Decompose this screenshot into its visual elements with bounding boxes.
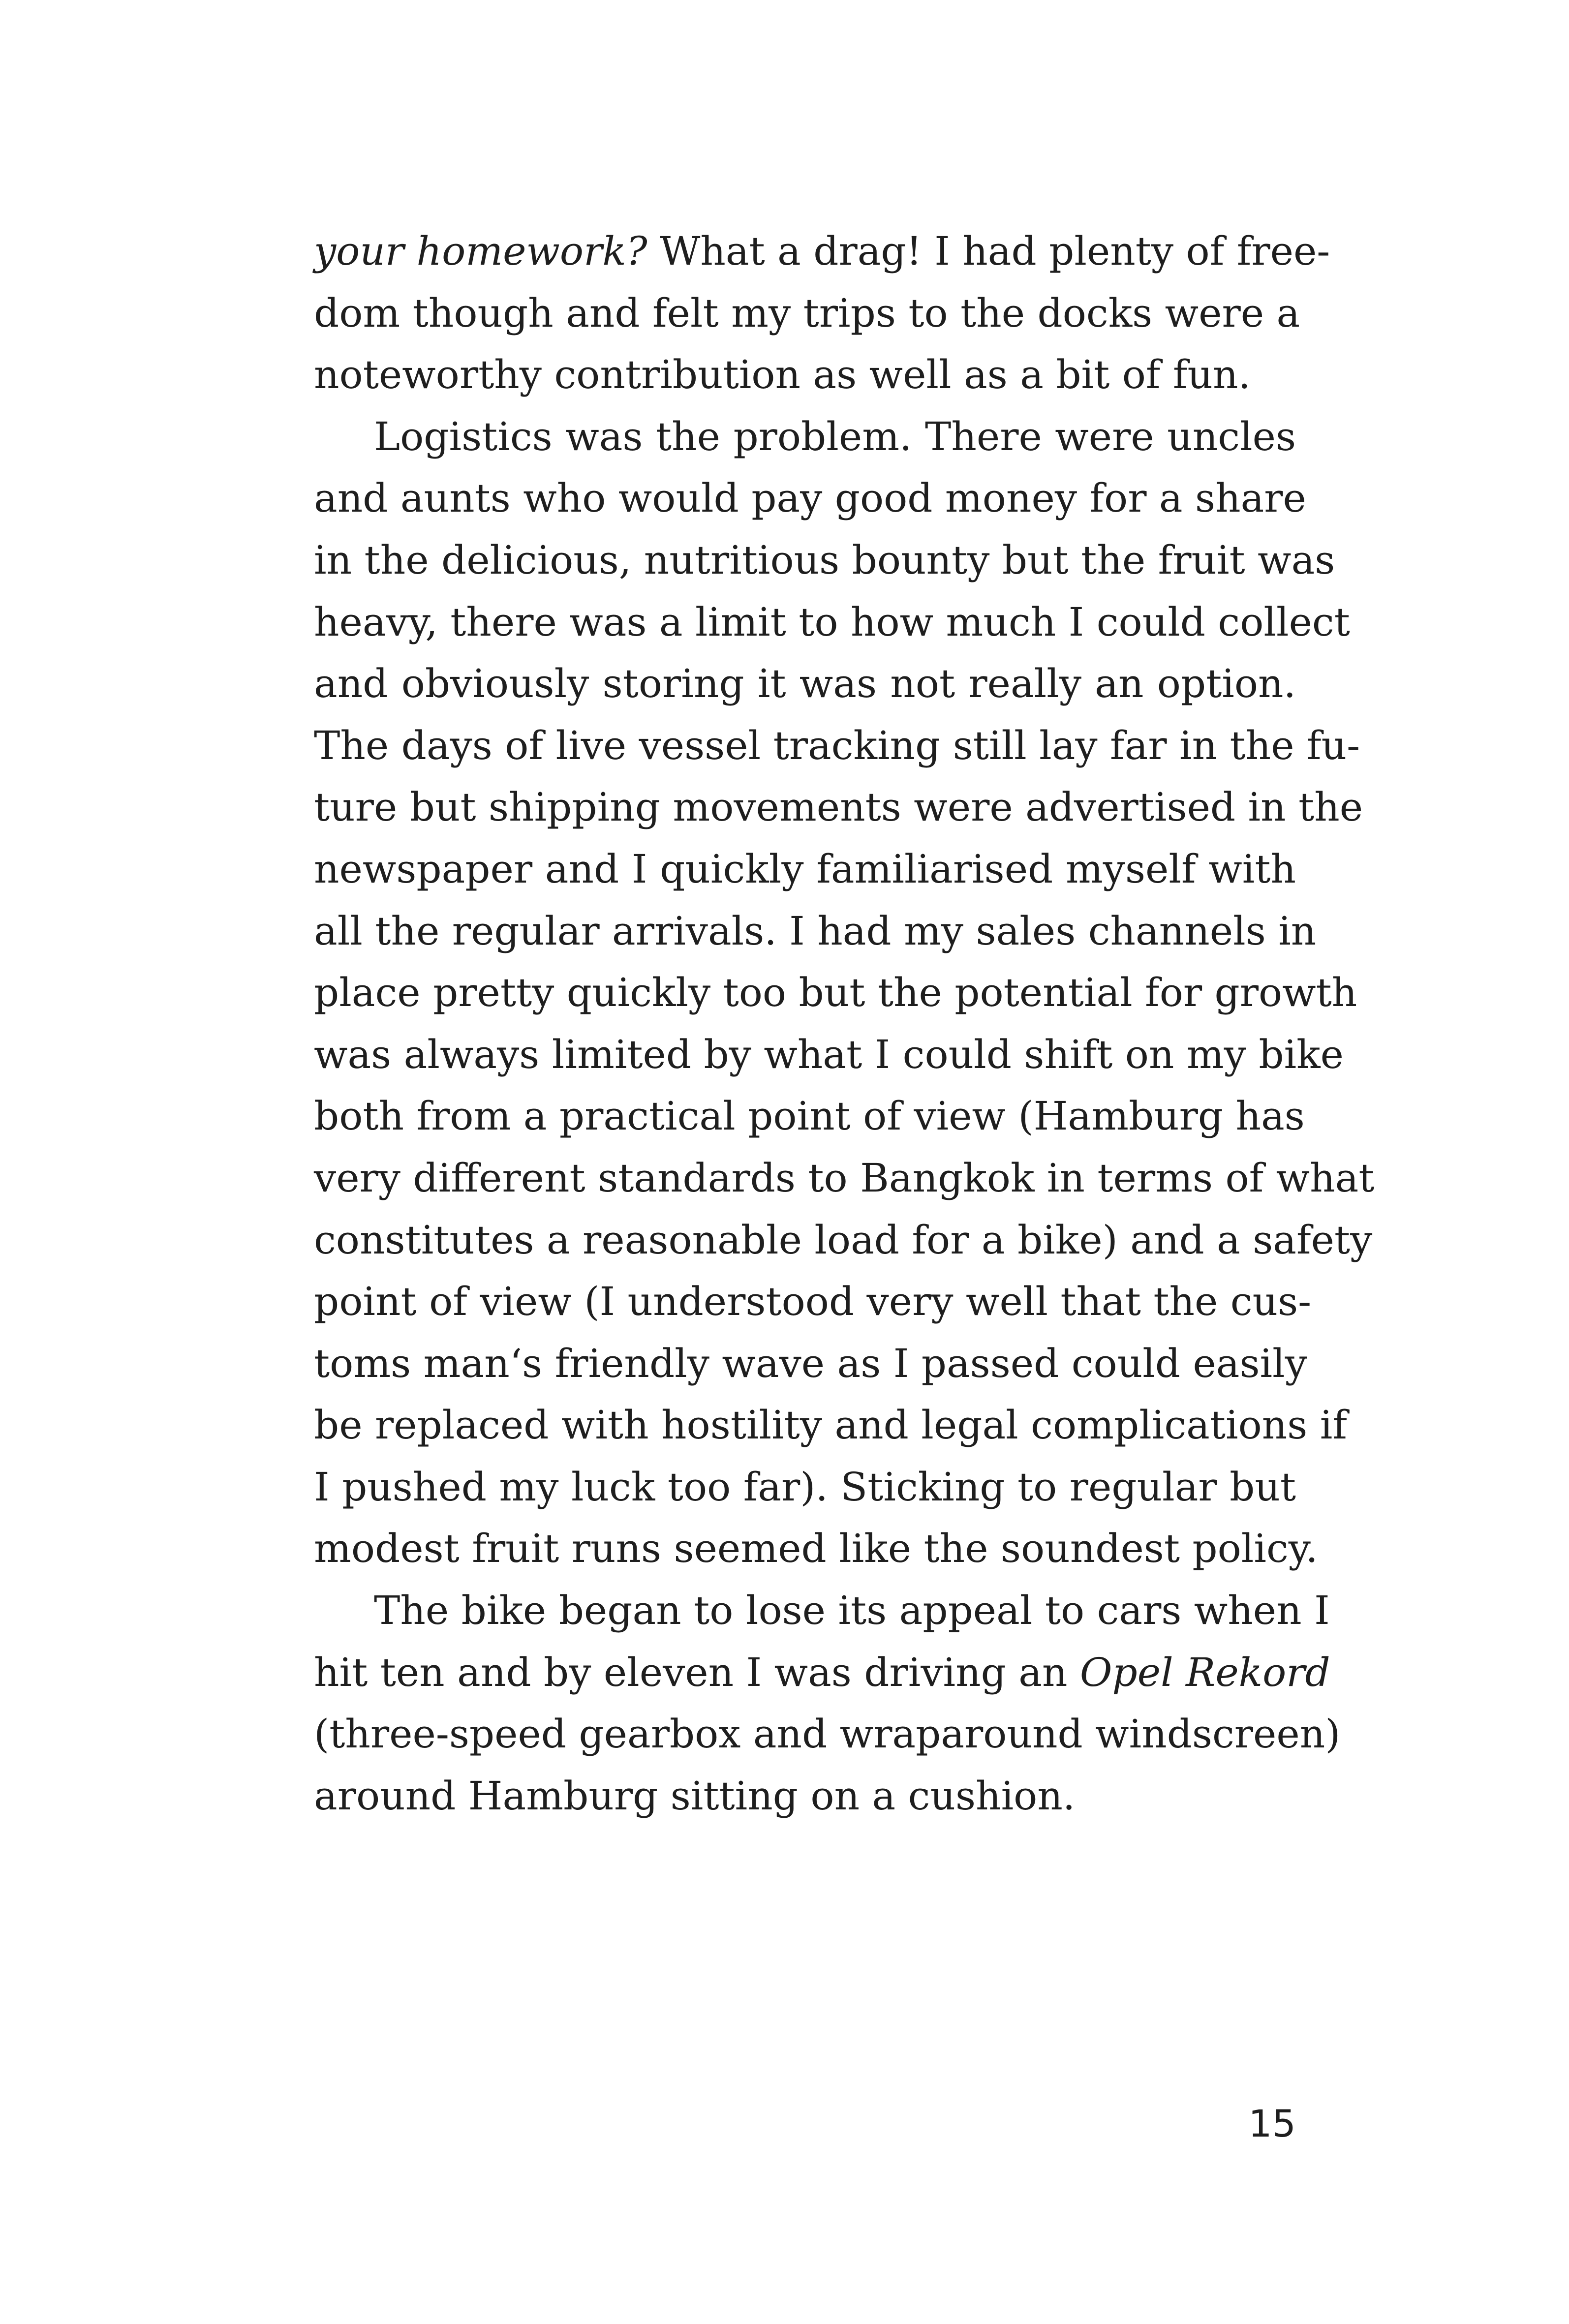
text-line bbox=[314, 962, 1357, 1024]
text-segment: The bike began to lose its appeal to cars when I bbox=[374, 1588, 1330, 1634]
text-line bbox=[314, 715, 1360, 777]
text-line bbox=[314, 1703, 1341, 1765]
italic-text: Opel Rekord bbox=[1079, 1649, 1330, 1695]
text-line bbox=[314, 1209, 1373, 1271]
text-segment: and obviously storing it was not really an option. bbox=[314, 661, 1296, 707]
text-line bbox=[314, 653, 1296, 715]
text-segment: all the regular arrivals. I had my sales channels in bbox=[314, 908, 1317, 954]
text-segment: was always limited by what I could shift on my bike bbox=[314, 1031, 1344, 1077]
text-line bbox=[314, 838, 1296, 900]
page-number: 15 bbox=[1248, 2102, 1296, 2145]
text-segment: I pushed my luck too far). Sticking to regular but bbox=[314, 1464, 1296, 1510]
text-segment: dom though and felt my trips to the docks were a bbox=[314, 290, 1300, 336]
text-segment: noteworthy contribution as well as a bit of fun. bbox=[314, 352, 1251, 398]
body-text bbox=[314, 220, 1375, 1827]
text-line bbox=[314, 220, 1330, 282]
text-line bbox=[314, 1518, 1318, 1580]
text-line bbox=[314, 900, 1317, 962]
text-segment: ture but shipping movements were advertised in the bbox=[314, 784, 1363, 830]
text-segment: very different standards to Bangkok in terms of what bbox=[314, 1155, 1375, 1201]
text-segment: What a drag! I had plenty of free- bbox=[647, 228, 1330, 274]
text-segment: both from a practical point of view (Hamburg has bbox=[314, 1093, 1305, 1139]
text-line bbox=[314, 1765, 1296, 1827]
text-segment: The days of live vessel tracking still lay far in the fu- bbox=[314, 722, 1360, 768]
text-line bbox=[314, 406, 1296, 468]
text-segment: (three-speed gearbox and wraparound windscreen) bbox=[314, 1711, 1341, 1757]
text-line bbox=[314, 1333, 1307, 1395]
text-segment: and aunts who would pay good money for a share bbox=[314, 475, 1306, 521]
text-line bbox=[314, 344, 1296, 406]
text-line bbox=[314, 467, 1306, 529]
text-line bbox=[314, 591, 1350, 653]
text-segment: toms man‘s friendly wave as I passed could easily bbox=[314, 1340, 1307, 1386]
italic-text: your homework? bbox=[314, 228, 647, 274]
text-segment: in the delicious, nutritious bounty but the fruit was bbox=[314, 537, 1335, 583]
text-segment: around Hamburg sitting on a cushion. bbox=[314, 1773, 1076, 1819]
text-segment: modest fruit runs seemed like the soundest policy. bbox=[314, 1526, 1318, 1572]
text-line bbox=[314, 1394, 1347, 1456]
text-line bbox=[314, 282, 1300, 344]
text-segment: hit ten and by eleven I was driving an bbox=[314, 1649, 1080, 1695]
text-line bbox=[314, 1085, 1305, 1147]
text-segment: constitutes a reasonable load for a bike) and a safety bbox=[314, 1217, 1373, 1263]
text-line bbox=[314, 1580, 1330, 1642]
text-segment: be replaced with hostility and legal complications if bbox=[314, 1402, 1347, 1448]
text-segment: Logistics was the problem. There were uncles bbox=[374, 413, 1296, 459]
text-segment: point of view (I understood very well that the cus- bbox=[314, 1279, 1312, 1325]
text-line bbox=[314, 529, 1335, 591]
text-line bbox=[314, 776, 1363, 838]
text-line bbox=[314, 1271, 1312, 1333]
text-segment: heavy, there was a limit to how much I could collect bbox=[314, 599, 1350, 645]
text-segment: newspaper and I quickly familiarised myself with bbox=[314, 846, 1296, 892]
text-line bbox=[314, 1024, 1344, 1086]
text-line bbox=[314, 1456, 1296, 1518]
text-segment: place pretty quickly too but the potential for growth bbox=[314, 970, 1357, 1016]
text-line bbox=[314, 1147, 1375, 1209]
text-line bbox=[314, 1642, 1330, 1704]
